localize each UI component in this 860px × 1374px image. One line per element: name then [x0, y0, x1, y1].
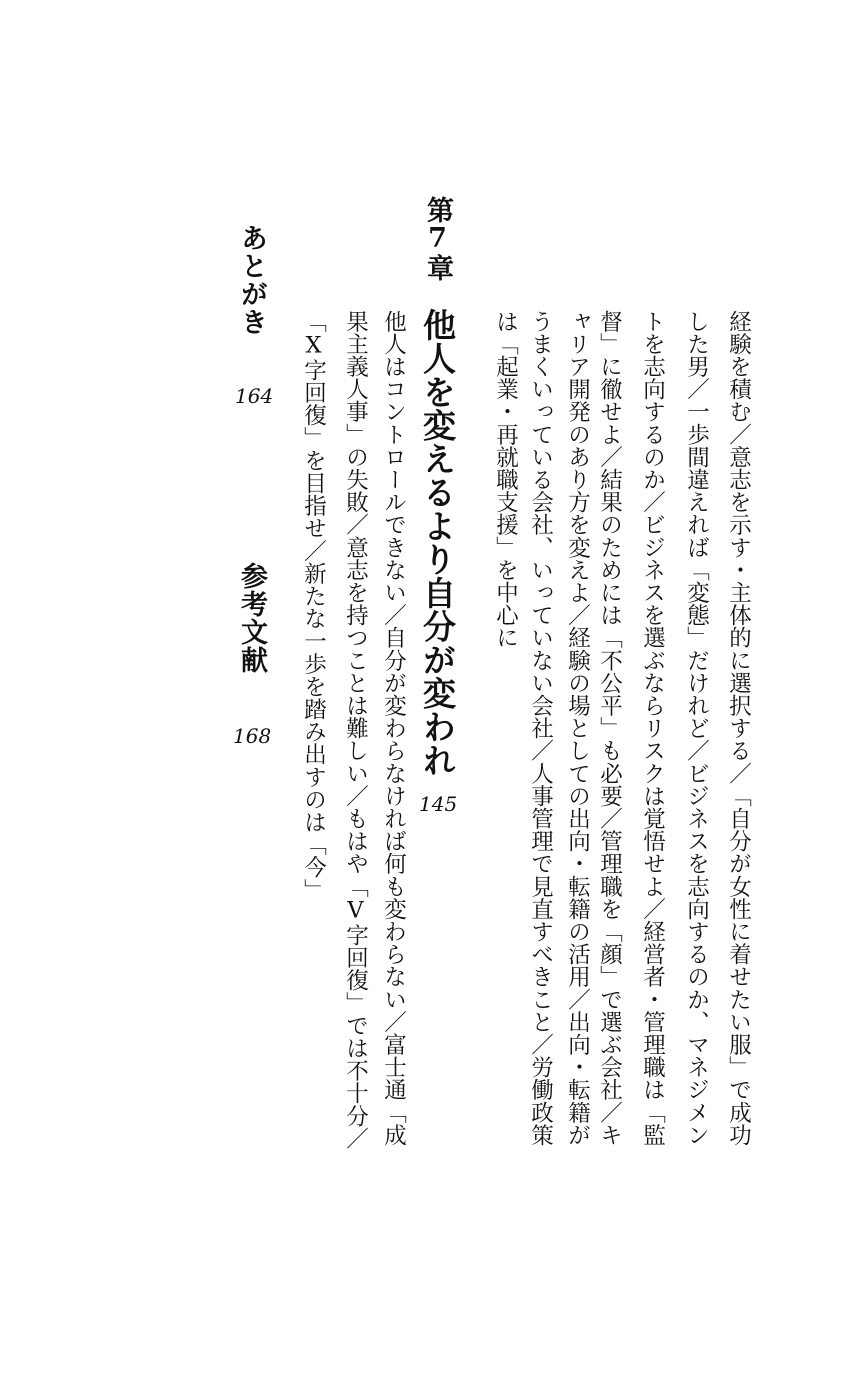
toc-line: 「X字回復」を目指せ／新たな一歩を踏み出すのは「今」 — [300, 310, 327, 902]
references-title: 参考文献 — [236, 562, 267, 674]
toc-line: 経験を積む／意志を示す・主体的に選択する／「自分が女性に着せたい服」で成功 — [725, 310, 752, 1147]
toc-line: は「起業・再就職支援」を中心に — [492, 310, 519, 649]
toc-line: した男／一歩間違えれば「変態」だけれど／ビジネスを志向するのか、マネジメン — [683, 310, 710, 1147]
toc-line: 果主義人事」の失敗／意志を持つことは難しい／もはや「V字回復」では不十分／ — [342, 310, 369, 1150]
toc-line: うまくいっている会社、いっていない会社／人事管理で見直すべきこと／労働政策 — [527, 310, 554, 1147]
afterword-page-number: 164 — [235, 384, 274, 408]
chapter-page-number: 145 — [419, 792, 458, 816]
toc-line: トを志向するのか／ビジネスを選ぶならリスクは覚悟せよ／経営者・管理職は「監 — [639, 310, 666, 1147]
toc-line: ャリア開発のあり方を変えよ／経験の場としての出向・転籍の活用／出向・転籍が — [564, 310, 591, 1147]
references-page-number: 168 — [233, 724, 272, 748]
toc-line: 督」に徹せよ／結果のためには「不公平」も必要／管理職を「顔」で選ぶ会社／キ — [596, 310, 623, 1147]
afterword-title: あとがき — [236, 224, 267, 336]
toc-line: 他人はコントロールできない／自分が変わらなければ何も変わらない／富士通「成 — [380, 310, 407, 1147]
chapter-label: 第7章 — [422, 196, 453, 281]
chapter-title: 他人を変えるより自分が変われ — [418, 308, 457, 777]
